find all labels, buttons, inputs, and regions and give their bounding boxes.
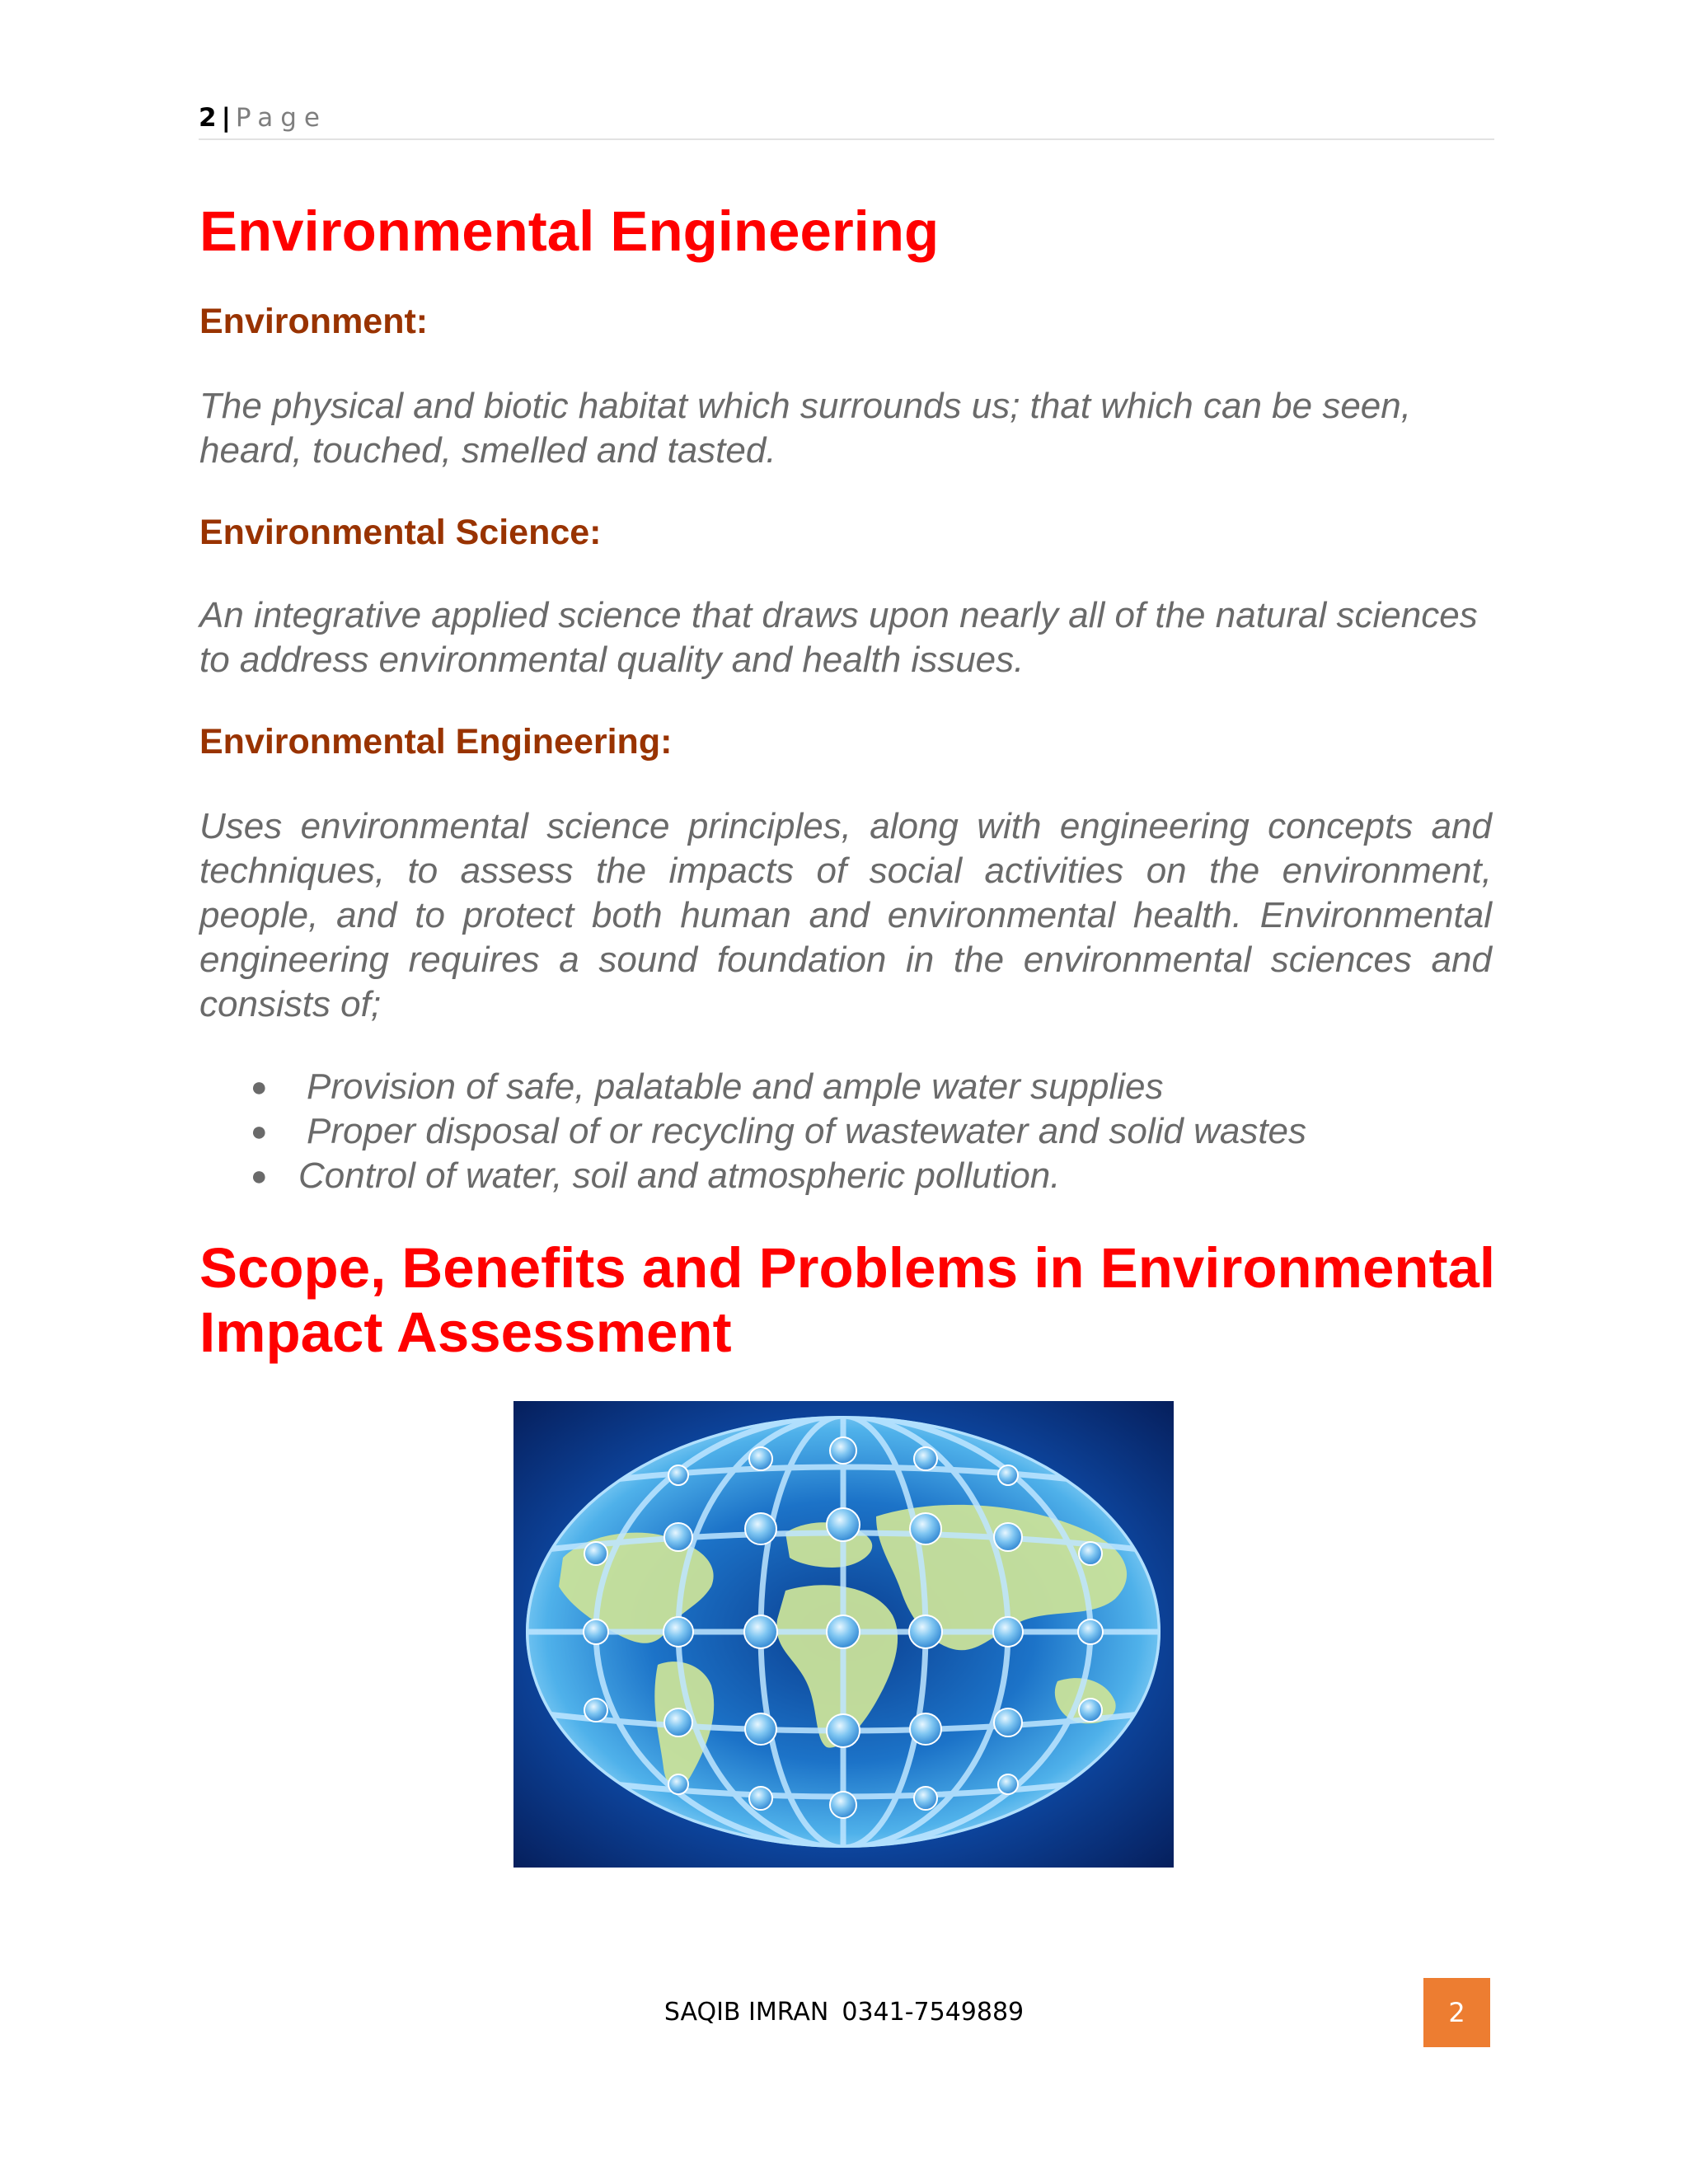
paragraph-environment: The physical and biotic habitat which surrounds us; that which can be seen, heard, touched, smelled and tasted. [199, 386, 1411, 471]
heading-environment: Environment: [199, 302, 429, 341]
bullet-icon: ● [251, 1071, 268, 1103]
paragraph-environmental-science: An integrative applied science that draws upon nearly all of the natural sciences to address environmental quality and health issues. [199, 595, 1478, 680]
section-title-line1: Scope, Benefits and Problems in Environmental [199, 1236, 1496, 1300]
globe-network-icon [513, 1401, 1174, 1868]
main-title: Environmental Engineering [199, 199, 940, 263]
section-title-line2: Impact Assessment [199, 1301, 732, 1364]
bullet-list [199, 1065, 1492, 1198]
heading-environmental-engineering: Environmental Engineering: [199, 722, 673, 762]
header-page-word: Page [235, 103, 327, 133]
page-header [199, 97, 1494, 140]
bullet-icon: ● [251, 1160, 268, 1192]
globe-network-image [513, 1401, 1174, 1868]
list-item [199, 1154, 1492, 1198]
list-item-text: Provision of safe, palatable and ample water supplies [307, 1066, 1164, 1107]
header-page-number: 2 [199, 103, 217, 133]
list-item-text: Control of water, soil and atmospheric pollution. [298, 1155, 1061, 1196]
paragraph-environmental-engineering: Uses environmental science principles, along with engineering concepts and techniques, to assess the impacts of social activities on the environment, people, and to protect both human and environmental health. Environmental engineering requires a sound foundation in the environmental sciences and consists of; [199, 806, 1492, 1024]
list-item [199, 1109, 1492, 1154]
list-item [199, 1065, 1492, 1109]
bullet-icon: ● [251, 1116, 268, 1147]
heading-environmental-science: Environmental Science: [199, 513, 602, 552]
header-separator: | [221, 103, 231, 133]
page-number-box: 2 [1423, 1978, 1490, 2047]
list-item-text: Proper disposal of or recycling of wastewater and solid wastes [307, 1111, 1307, 1151]
footer-phone: 0341-7549889 [842, 1998, 1025, 2027]
footer-name: SAQIB IMRAN [663, 1998, 829, 2027]
